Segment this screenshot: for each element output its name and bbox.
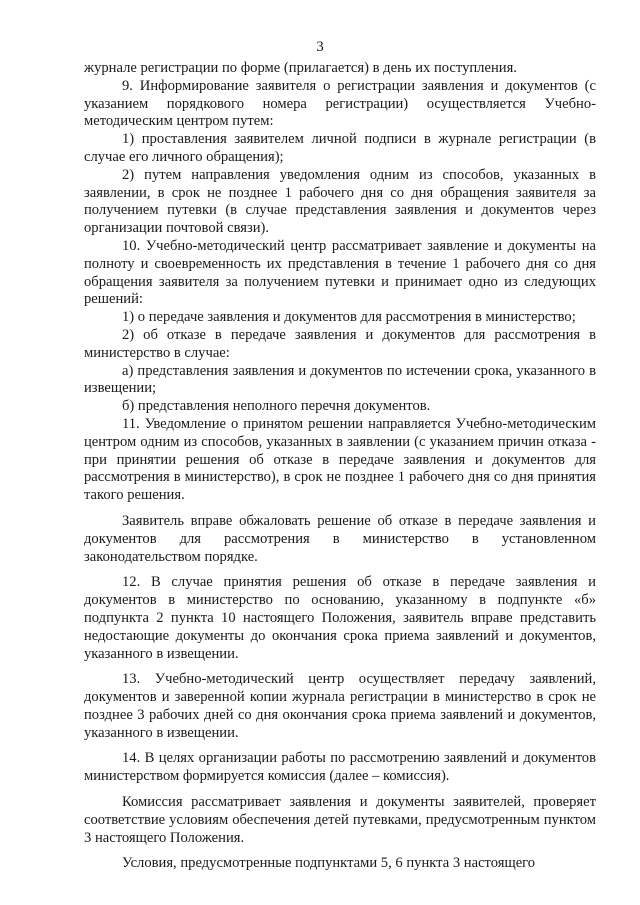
paragraph: Условия, предусмотренные подпунктами 5, 6 пункта 3 настоящего (122, 855, 536, 872)
paragraph: 14. В целях организации работы по рассмотрению заявлений и документов министерством формируется комиссия (далее – комиссия). (84, 750, 596, 785)
paragraph: Комиссия рассматривает заявления и документы заявителей, проверяет соответствие условиям обеспечения детей путевками, предусмотренным пунктом 3 настоящего Положения. (84, 794, 596, 846)
paragraph: 9. Информирование заявителя о регистрации заявления и документов (с указанием порядкового номера регистрации) осуществляется Учебно-методическим центром путем: (84, 77, 596, 130)
paragraph: а) представления заявления и документов по истечении срока, указанного в извещении; (84, 362, 596, 397)
paragraph: 10. Учебно-методический центр рассматривает заявление и документы на полноту и своевременность их представления в течение 1 рабочего дня со дня обращения заявителя за получением путевки и принимает одно из следующих решений: (84, 237, 596, 308)
paragraph: 13. Учебно-методический центр осуществляет передачу заявлений, документов и заверенной копии журнала регистрации в министерство в срок не позднее 3 рабочих дней со дня окончания срока приема заявлений и документов, указанного в извещении. (84, 671, 596, 741)
paragraph: 2) об отказе в передаче заявления и документов для рассмотрения в министерство в случае: (84, 326, 596, 361)
page-number: 3 (316, 39, 324, 55)
paragraph: 11. Уведомление о принятом решении направляется Учебно-методическим центром одним из способов, указанных в заявлении (с указанием причин отказа - при принятии решения об отказе в передаче заявления и документов для рассмотрения в министерство), в срок не позднее 1 рабочего дня со дня принятия такого решения. (84, 415, 596, 504)
paragraph: 1) о передаче заявления и документов для рассмотрения в министерство; (122, 309, 576, 326)
document-body (84, 60, 596, 873)
paragraph: 12. В случае принятия решения об отказе в передаче заявления и документов в министерство по основанию, указанному в подпункте «б» подпункта 2 пункта 10 настоящего Положения, заявитель вправе представить недостающие документы до окончания срока приема заявлений и документов, указанного в извещении. (84, 574, 596, 662)
paragraph: журнале регистрации по форме (прилагается) в день их поступления. (84, 60, 517, 76)
paragraph: Заявитель вправе обжаловать решение об отказе в передаче заявления и документов для рассмотрения в министерство в установленном законодательством порядке. (84, 512, 596, 565)
paragraph: б) представления неполного перечня документов. (122, 398, 431, 415)
paragraph: 2) путем направления уведомления одним из способов, указанных в заявлении, в срок не позднее 1 рабочего дня со дня обращения заявителя за получением путевки (в случае представления заявления и документов через организации почтовой связи). (84, 166, 596, 237)
paragraph: 1) проставления заявителем личной подписи в журнале регистрации (в случае его личного обращения); (84, 131, 596, 165)
